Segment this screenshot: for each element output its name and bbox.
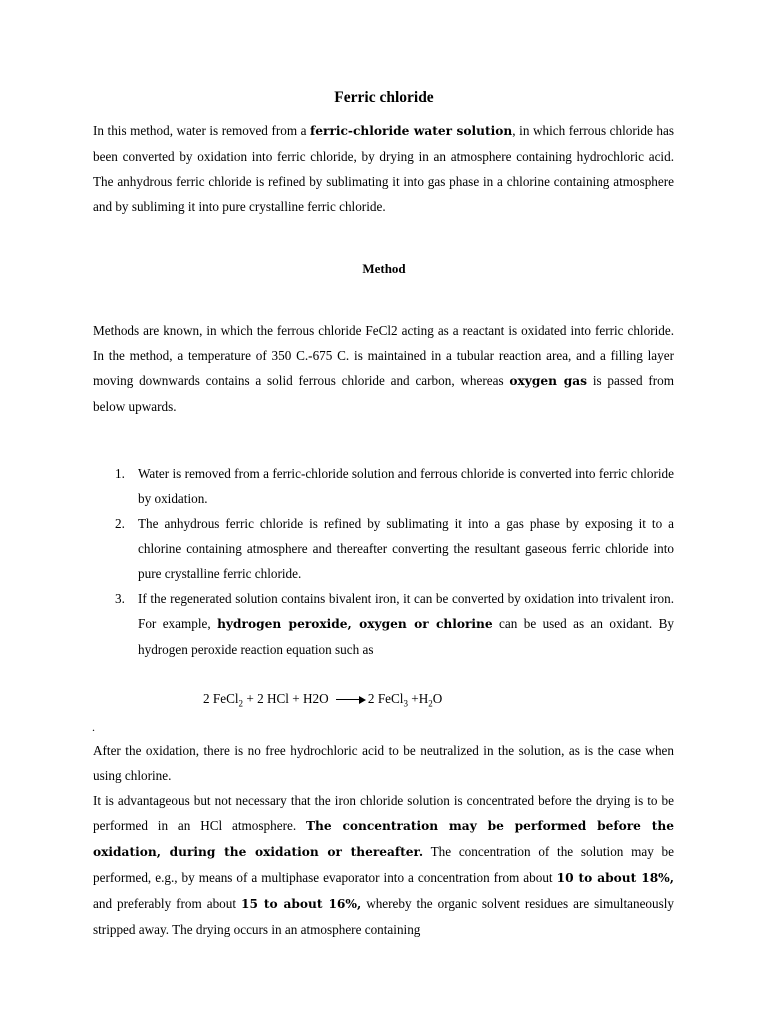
- stray-dot: .: [92, 720, 95, 734]
- intro-text-2: , in which ferrous chloride has been converted by oxidation into ferric chloride, by drying in an atmosphere containing hydrochloric acid. The anhydrous ferric chloride is refined by sublimating it into gas phase in a chlorine containing atmosphere and by subliming it into pure crystalline ferric chloride.: [93, 123, 674, 214]
- equation-rhs-2: +H: [407, 691, 429, 706]
- method-text-1: Methods are known, in which the ferrous chloride FeCl2 acting as a reactant is oxidated into ferric chloride. In the method, a temperature of 350 C.-675 C. is maintained in a tubular reaction area, and a filling layer moving downwards contains a solid ferrous chloride and carbon, whereas: [93, 323, 674, 388]
- equation-rhs-2-sub: 2: [428, 698, 433, 709]
- list-item: [93, 461, 674, 511]
- list-item-text-1: If the regenerated solution contains bivalent iron, it can be converted by oxidation into trivalent iron. For example,: [138, 591, 674, 631]
- method-heading: Method: [362, 261, 406, 276]
- after2-text-2: The concentration of the solution may be performed, e.g., by means of a multiphase evaporator into a concentration from about: [93, 844, 674, 885]
- steps-list: [93, 461, 674, 662]
- intro-bold-1: ferric-chloride water solution: [310, 124, 513, 138]
- method-paragraph: [93, 318, 674, 419]
- list-item-text: Water is removed from a ferric-chloride solution and ferrous chloride is converted into ferric chloride by oxidation.: [138, 466, 674, 506]
- list-item-text-2: can be used as an oxidant. By hydrogen peroxide reaction equation such as: [138, 616, 674, 657]
- after2-text-3: and preferably from about: [93, 896, 241, 911]
- list-item-number: 1.: [115, 466, 125, 481]
- reaction-equation: [203, 688, 442, 715]
- equation-lhs-1-sub: 2: [238, 698, 244, 709]
- list-item-number: 2.: [115, 516, 125, 531]
- intro-text-1: In this method, water is removed from a: [93, 123, 311, 138]
- equation-rhs-3: O: [432, 691, 443, 706]
- method-text-2: is passed from below upwards.: [93, 373, 674, 414]
- list-item: [93, 511, 674, 586]
- intro-paragraph: [93, 118, 674, 219]
- after2-text-4: whereby the organic solvent residues are simultaneously stripped away. The drying occurs in an atmosphere containing: [93, 896, 674, 937]
- list-item: [93, 586, 674, 662]
- equation-lhs-2: + 2 HCl + H2O: [243, 691, 332, 706]
- document-title: Ferric chloride: [334, 89, 434, 106]
- list-item-bold: hydrogen peroxide, oxygen or chlorine: [217, 617, 493, 631]
- equation-rhs-1: 2 FeCl: [367, 691, 404, 706]
- equation-lhs-1: 2 FeCl: [203, 691, 239, 706]
- after2-bold-2: 10 to about 18%,: [556, 871, 674, 885]
- list-item-number: 3.: [115, 591, 125, 606]
- method-bold-1: oxygen gas: [509, 374, 588, 388]
- equation-rhs-1-sub: 3: [403, 698, 408, 709]
- list-item-text: The anhydrous ferric chloride is refined by sublimating it into a gas phase by exposing it to a chlorine containing atmosphere and thereafter converting the resultant gaseous ferric chloride into pure crystalline ferric chloride.: [138, 516, 674, 581]
- after2-bold-3: 15 to about 16%,: [240, 897, 362, 911]
- after-paragraph-2: [93, 788, 674, 942]
- after-paragraph-1: After the oxidation, there is no free hydrochloric acid to be neutralized in the solution, as is the case when using chlorine.: [93, 743, 674, 783]
- reaction-arrow-icon: [336, 695, 366, 705]
- after2-text-1: It is advantageous but not necessary that the iron chloride solution is concentrated before the drying is to be performed in an HCl atmosphere.: [93, 793, 674, 833]
- after2-bold-1: The concentration may be performed before the oxidation, during the oxidation or thereafter.: [93, 819, 674, 859]
